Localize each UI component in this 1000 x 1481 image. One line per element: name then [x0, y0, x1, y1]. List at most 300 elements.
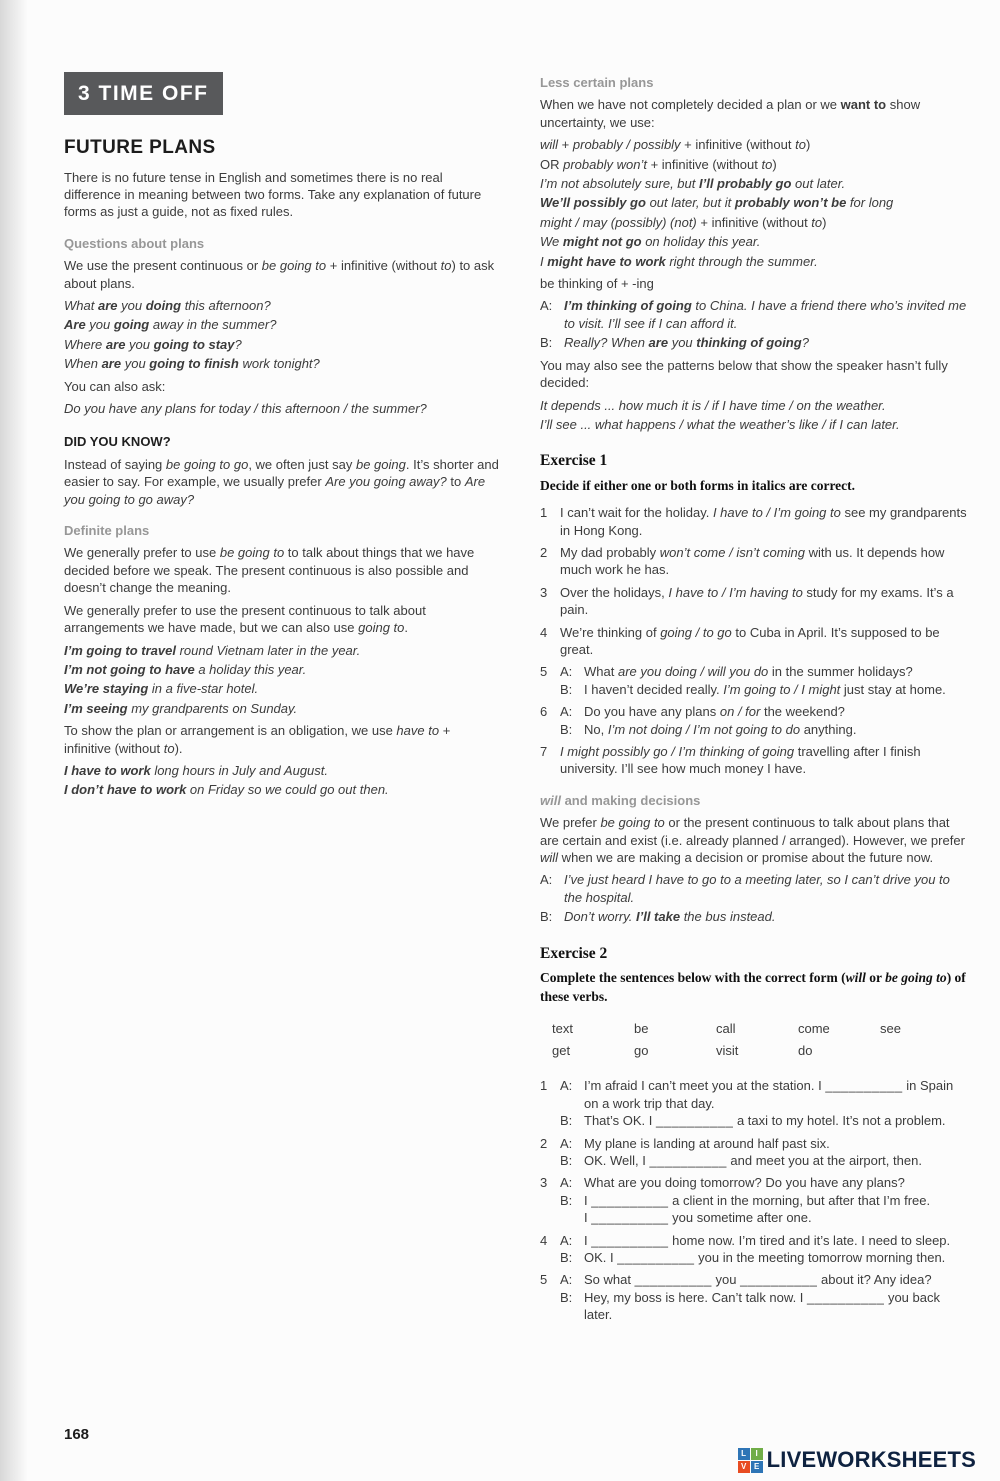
- paragraph: [540, 814, 970, 866]
- line-text: [584, 1289, 970, 1324]
- section-heading: [540, 792, 970, 809]
- text-run: +: [558, 137, 573, 153]
- exercise-item: [540, 1232, 970, 1267]
- text-run: I: [584, 1232, 592, 1248]
- text-run: ?: [234, 336, 242, 352]
- paragraph: [64, 722, 500, 757]
- text-run: or: [865, 970, 886, 986]
- item-line: [560, 1271, 970, 1288]
- text-run: I’m going to travel: [64, 642, 176, 658]
- text-run: you: [85, 317, 114, 333]
- text-run: I’ll probably go: [698, 176, 792, 192]
- item-line: [560, 703, 970, 720]
- text-run: Do you have any plans: [584, 704, 720, 720]
- page-title: FUTURE PLANS: [64, 137, 216, 159]
- text-run: to Cuba in April. It’s supposed to be great.: [560, 624, 940, 657]
- exercise-item: [540, 1135, 970, 1170]
- text-run: on Friday so we could go out then.: [186, 782, 389, 798]
- text-run: Hey, my boss is here. Can’t talk now. I: [584, 1289, 808, 1305]
- item-number: 6: [540, 704, 548, 720]
- item-number: 1: [540, 1078, 548, 1094]
- text-run: long hours in July and August.: [150, 762, 328, 778]
- text-run: . It’s shorter and easier to say. For example, we usually prefer: [64, 456, 499, 490]
- text-run: Over the holidays,: [560, 584, 669, 600]
- item-number: 2: [540, 544, 548, 560]
- text-run: to: [811, 214, 823, 230]
- text-run: You may also see the patterns below that show the speaker hasn’t fully decided:: [540, 357, 948, 391]
- text-run: There is no future tense in English and sometimes there is no real difference in meaning between two forms. Take any explanation of future forms as just a guide, not as fixed rules.: [64, 169, 482, 220]
- answer-blank[interactable]: __________: [591, 1192, 669, 1208]
- item-line: [560, 743, 970, 778]
- subsection-heading: [64, 433, 500, 450]
- text-run: to: [795, 137, 806, 153]
- text-run: Decide if either one or both forms in italics are correct.: [540, 478, 856, 494]
- text-run: you: [125, 336, 154, 352]
- item-line: [560, 1174, 970, 1191]
- speaker-label: A:: [540, 298, 553, 314]
- logo-tile: V: [738, 1461, 750, 1473]
- text-run: My plane is landing at around half past six.: [584, 1135, 830, 1151]
- word-option: get: [552, 1043, 571, 1059]
- text-run: you in the meeting tomorrow morning then.: [694, 1250, 946, 1266]
- item-body: [560, 703, 970, 738]
- text-run: and meet you at the airport, then.: [726, 1153, 922, 1169]
- text-run: you sometime after one.: [668, 1210, 812, 1226]
- text-run: Complete the sentences below with the correct form (: [540, 970, 846, 986]
- item-number: 7: [540, 744, 548, 760]
- text-run: will: [845, 970, 866, 986]
- text-run: a holiday this year.: [194, 661, 307, 677]
- text-run: I’ve just heard I have to go to a meeting later, so I can’t drive you to the hospital.: [564, 872, 950, 905]
- item-body: [560, 1077, 970, 1129]
- logo-tile: E: [751, 1461, 763, 1473]
- line-text: [584, 1135, 970, 1152]
- text-run: anything.: [800, 721, 857, 737]
- line-text: [560, 584, 970, 619]
- text-run: with us. It depends how much work he has.: [560, 544, 945, 578]
- text-run: OR: [540, 156, 564, 172]
- left-column: [64, 60, 500, 1329]
- text-run: are: [105, 336, 126, 352]
- text-run: be going: [355, 456, 406, 472]
- text-run: to China. I have a friend there who’s invited me to visit. I’ll see if I can afford it.: [564, 298, 967, 331]
- example-line: [540, 233, 970, 250]
- speaker-label: B:: [560, 681, 573, 697]
- text-run: I have to / I’m having to: [668, 584, 803, 600]
- text-run: Questions about plans: [64, 235, 205, 251]
- text-run: Definite plans: [64, 523, 150, 539]
- item-number: 4: [540, 624, 548, 640]
- item-line: [560, 681, 970, 698]
- speaker-label: B:: [560, 1113, 573, 1129]
- item-number: 5: [540, 1272, 548, 1288]
- example-line: [64, 781, 500, 798]
- liveworksheets-tiles-icon: [738, 1448, 763, 1473]
- text-run: see my grandparents in Hong Kong.: [560, 505, 967, 538]
- answer-blank[interactable]: __________: [649, 1153, 727, 1169]
- text-run: this afternoon?: [181, 298, 271, 314]
- text-run: probably / possibly: [572, 137, 681, 153]
- dialog-text: [564, 297, 970, 332]
- text-run: Really? When: [564, 335, 649, 351]
- item-line: [560, 504, 970, 539]
- speaker-label: A:: [540, 872, 553, 888]
- text-run: You can also ask:: [64, 378, 166, 394]
- item-body: [560, 584, 970, 619]
- exercise-item: [540, 1077, 970, 1129]
- text-run: I’m afraid I can’t meet you at the station. I: [584, 1078, 826, 1094]
- item-line: [560, 1112, 970, 1129]
- text-run: I: [584, 1192, 592, 1208]
- line-text: [560, 624, 970, 659]
- speaker-label: B:: [560, 1289, 573, 1305]
- section-heading: [540, 74, 970, 91]
- paragraph: [64, 257, 500, 292]
- text-run: home now. I’m tired and it’s late. I need to sleep.: [668, 1232, 951, 1248]
- text-run: We prefer: [540, 815, 601, 831]
- line-text: [560, 504, 970, 539]
- text-run: you back later.: [584, 1289, 940, 1323]
- example-line: [64, 680, 500, 697]
- text-run: I’m not doing / I’m not going to do: [607, 721, 801, 737]
- exercise-item: [540, 1174, 970, 1226]
- text-run: study for my exams. It’s a pain.: [560, 584, 954, 618]
- dialog-text: [564, 334, 970, 351]
- text-run: Exercise 1: [540, 452, 608, 470]
- paragraph: [64, 378, 500, 395]
- text-run: I haven’t decided really.: [584, 681, 724, 697]
- item-number: 5: [540, 664, 548, 680]
- example-line: [540, 253, 970, 270]
- speaker-label: A:: [560, 704, 573, 720]
- item-line: [560, 1232, 970, 1249]
- text-run: the weekend?: [760, 704, 845, 720]
- text-run: Are you going away?: [325, 474, 447, 490]
- text-run: might / may (possibly) (not): [540, 214, 697, 230]
- item-body: [560, 1271, 970, 1323]
- text-run: to: [440, 258, 452, 274]
- text-run: in a five-star hotel.: [148, 681, 259, 697]
- text-run: Don’t worry.: [564, 909, 636, 925]
- text-run: work tonight?: [238, 356, 320, 372]
- item-line: [560, 1289, 970, 1324]
- text-run: thinking of going: [696, 335, 802, 351]
- paragraph: [540, 96, 970, 131]
- item-line: [560, 1135, 970, 1152]
- text-run: Less certain plans: [540, 75, 654, 90]
- text-run: about it? Any idea?: [817, 1272, 932, 1288]
- example-line: [540, 397, 970, 414]
- example-line: [64, 700, 500, 717]
- item-line: [560, 1152, 970, 1169]
- word-option: [880, 1042, 962, 1059]
- item-line: [560, 721, 970, 738]
- speaker-label: A:: [560, 664, 573, 680]
- text-run: want to: [840, 97, 887, 113]
- item-line: [560, 1192, 970, 1209]
- line-text: [584, 703, 970, 720]
- text-run: doing: [145, 298, 182, 314]
- example-line: [64, 642, 500, 659]
- line-text: [584, 1152, 970, 1169]
- text-run: and making decisions: [560, 792, 701, 808]
- text-run: probably won’t: [563, 156, 647, 172]
- text-run: you: [668, 335, 697, 351]
- item-line: [560, 544, 970, 579]
- item-number: 4: [540, 1232, 548, 1248]
- text-run: ): [822, 214, 827, 230]
- text-run: I have to / I’m going to: [712, 505, 841, 521]
- item-number: 3: [540, 1175, 548, 1191]
- text-run: We generally prefer to use the present continuous to talk about arrangements we have made, but we can also use: [64, 602, 426, 636]
- text-run: So what: [584, 1272, 635, 1288]
- text-run: What are you doing tomorrow? Do you have any plans?: [584, 1175, 905, 1191]
- text-run: be thinking of + -ing: [540, 276, 654, 292]
- text-run: have to: [396, 723, 440, 739]
- line-text: [560, 544, 970, 579]
- example-line: [64, 336, 500, 353]
- text-run: the bus instead.: [680, 909, 776, 925]
- item-number: 2: [540, 1135, 548, 1151]
- example-line: [64, 400, 500, 417]
- text-run: I’m seeing: [64, 700, 128, 716]
- text-run: ) of these verbs.: [540, 970, 966, 1004]
- text-run: to: [163, 740, 175, 756]
- speaker-label: B:: [560, 1153, 573, 1169]
- text-run: We’re thinking of: [560, 624, 661, 640]
- answer-blank[interactable]: __________: [634, 1272, 712, 1288]
- answer-blank[interactable]: __________: [656, 1113, 734, 1129]
- text-run: Are you going to go away?: [64, 474, 486, 507]
- line-text: [584, 1077, 970, 1112]
- text-run: might not go: [562, 234, 642, 250]
- text-run: be going to: [600, 815, 665, 831]
- speaker-label: A:: [560, 1078, 573, 1094]
- exercise-instruction: [540, 969, 970, 1005]
- example-line: [64, 316, 500, 333]
- word-option: see: [880, 1020, 901, 1036]
- text-run: away in the summer?: [149, 317, 277, 333]
- item-line: [560, 1077, 970, 1112]
- answer-blank[interactable]: __________: [591, 1232, 669, 1248]
- text-run: you: [711, 1272, 741, 1288]
- text-run: OK. Well, I: [584, 1153, 650, 1169]
- text-run: are: [97, 298, 118, 314]
- word-option: come: [798, 1020, 830, 1036]
- text-run: just stay at home.: [840, 681, 946, 697]
- text-run: you: [117, 298, 146, 314]
- text-run: in Spain on a work trip that day.: [584, 1078, 954, 1111]
- page-number: 168: [64, 1426, 90, 1443]
- text-run: ?: [801, 335, 809, 351]
- text-run: are: [101, 356, 122, 372]
- answer-blank[interactable]: __________: [617, 1250, 695, 1266]
- line-text: [584, 1192, 970, 1209]
- example-line: [64, 661, 500, 678]
- text-run: be going to: [885, 970, 947, 986]
- item-line: [560, 1209, 970, 1226]
- paragraph: [64, 602, 500, 637]
- text-run: I might possibly go / I’m thinking of going: [560, 744, 795, 760]
- text-run: Where: [64, 336, 106, 352]
- exercise-item: [540, 624, 970, 659]
- exercise-heading: [540, 944, 970, 965]
- line-text: [584, 1112, 970, 1129]
- text-run: to: [761, 156, 773, 172]
- speaker-label: [560, 1209, 584, 1226]
- text-run: We: [540, 234, 563, 250]
- logo-tile: I: [751, 1448, 763, 1460]
- exercise-instruction: [540, 477, 970, 495]
- text-run: going: [113, 317, 150, 333]
- line-text: [584, 1209, 970, 1226]
- text-run: .: [404, 620, 409, 636]
- brand-name: LIVEWORKSHEETS: [766, 1447, 976, 1472]
- text-run: will: [540, 850, 559, 866]
- dialog-line: [540, 908, 970, 925]
- text-run: I’m going to / I might: [723, 681, 841, 697]
- text-run: might have to work: [547, 253, 666, 269]
- text-run: ) to ask about plans.: [64, 258, 495, 291]
- text-run: going to stay: [153, 336, 235, 352]
- item-line: [560, 584, 970, 619]
- text-run: We’re staying: [64, 681, 149, 697]
- section-heading: [64, 522, 500, 539]
- exercise-list: [540, 504, 970, 778]
- text-run: going to finish: [149, 356, 239, 372]
- paragraph: [64, 169, 500, 221]
- word-option: call: [716, 1020, 736, 1036]
- speaker-label: B:: [560, 1192, 573, 1208]
- text-run: be going to: [261, 258, 327, 274]
- text-run: + infinitive (without: [64, 723, 451, 756]
- right-column: [540, 60, 970, 1329]
- item-body: [560, 663, 970, 698]
- exercise-heading: [540, 451, 970, 472]
- item-line: [560, 624, 970, 659]
- text-run: When we have not completely decided a plan or we: [540, 97, 841, 113]
- logo-tile: L: [738, 1448, 750, 1460]
- example-line: [540, 214, 970, 231]
- text-run: won’t come / isn’t coming: [659, 544, 805, 560]
- text-run: will: [540, 792, 561, 808]
- item-body: [560, 1135, 970, 1170]
- word-option: visit: [716, 1043, 739, 1059]
- text-run: We’ll possibly go: [540, 195, 646, 211]
- text-run: , we often just say: [248, 456, 356, 472]
- word-option: go: [634, 1043, 649, 1059]
- text-run: ): [805, 137, 811, 153]
- line-text: [584, 1271, 970, 1288]
- item-number: 3: [540, 584, 548, 600]
- speaker-label: B:: [540, 909, 553, 925]
- text-run: We generally prefer to use: [64, 545, 220, 561]
- paragraph: [64, 456, 500, 508]
- text-run: Exercise 2: [540, 944, 608, 962]
- text-run: Do you have any plans for today / this afternoon / the summer?: [64, 401, 427, 417]
- text-run: To show the plan or arrangement is an obligation, we use: [64, 723, 397, 739]
- text-run: What: [584, 664, 618, 680]
- item-body: [560, 544, 970, 579]
- content-columns: [64, 60, 970, 1329]
- speaker-label: A:: [560, 1175, 573, 1191]
- word-option: be: [634, 1020, 649, 1036]
- text-run: + infinitive (without: [646, 156, 762, 172]
- answer-blank[interactable]: __________: [807, 1289, 885, 1305]
- example-line: [540, 194, 970, 211]
- text-run: on holiday this year.: [641, 234, 761, 250]
- text-run: you: [121, 356, 150, 372]
- text-run: I’m thinking of going: [564, 298, 692, 314]
- speaker-label: A:: [560, 1135, 573, 1151]
- line-text: [560, 743, 970, 778]
- speaker-label: B:: [540, 335, 553, 351]
- answer-blank[interactable]: __________: [825, 1078, 903, 1094]
- example-line: [64, 762, 500, 779]
- item-body: [560, 504, 970, 539]
- text-run: What: [64, 298, 98, 314]
- example-line: [64, 297, 500, 314]
- line-text: [584, 1249, 970, 1266]
- text-run: or the present continuous to talk about plans that are certain and exist (i.e. already planned / arranged). However, we prefer: [540, 815, 965, 848]
- line-text: [584, 1232, 970, 1249]
- exercise-item: [540, 1271, 970, 1323]
- text-run: for long: [846, 195, 894, 211]
- text-run: to talk about things that we have decided before we speak. The present continuous is also possible and doesn’t change the meaning.: [64, 545, 475, 596]
- text-run: + infinitive (without: [680, 137, 796, 153]
- example-line: [540, 416, 970, 433]
- text-run: probably won’t be: [734, 195, 847, 211]
- text-run: OK. I: [584, 1250, 618, 1266]
- text-run: right through the summer.: [665, 253, 818, 269]
- text-run: are: [648, 335, 669, 351]
- text-run: It depends ... how much it is / if I have time / on the weather.: [540, 397, 886, 413]
- dialog-text: [564, 871, 970, 906]
- text-run: No,: [584, 721, 608, 737]
- text-run: show uncertainty, we use:: [540, 97, 921, 130]
- exercise-list: [540, 1077, 970, 1323]
- text-run: I have to work: [64, 762, 151, 778]
- text-run: on / for: [719, 704, 761, 720]
- text-run: I: [584, 1210, 592, 1226]
- text-run: my grandparents on Sunday.: [127, 700, 298, 716]
- liveworksheets-logo: [738, 1447, 976, 1473]
- exercise-item: [540, 743, 970, 778]
- dialog-line: [540, 871, 970, 906]
- text-run: Instead of saying: [64, 456, 166, 472]
- line-text: [584, 721, 970, 738]
- exercise-item: [540, 703, 970, 738]
- line-text: [584, 663, 970, 680]
- text-run: a client in the morning, but after that I’m free.: [668, 1192, 931, 1208]
- text-run: I: [540, 253, 548, 269]
- answer-blank[interactable]: __________: [591, 1210, 669, 1226]
- item-line: [560, 1249, 970, 1266]
- text-run: My dad probably: [560, 544, 660, 560]
- exercise-item: [540, 663, 970, 698]
- answer-blank[interactable]: __________: [740, 1272, 818, 1288]
- speaker-label: B:: [560, 721, 573, 737]
- text-run: a taxi to my hotel. It’s not a problem.: [733, 1113, 946, 1129]
- unit-badge: 3 TIME OFF: [64, 72, 223, 115]
- text-run: be going to go: [165, 456, 249, 472]
- exercise-item: [540, 584, 970, 619]
- text-run: ).: [174, 740, 183, 756]
- line-text: [584, 681, 970, 698]
- text-run: be going to: [219, 545, 285, 561]
- text-run: + infinitive (without: [326, 258, 441, 274]
- text-run: round Vietnam later in the year.: [175, 642, 361, 658]
